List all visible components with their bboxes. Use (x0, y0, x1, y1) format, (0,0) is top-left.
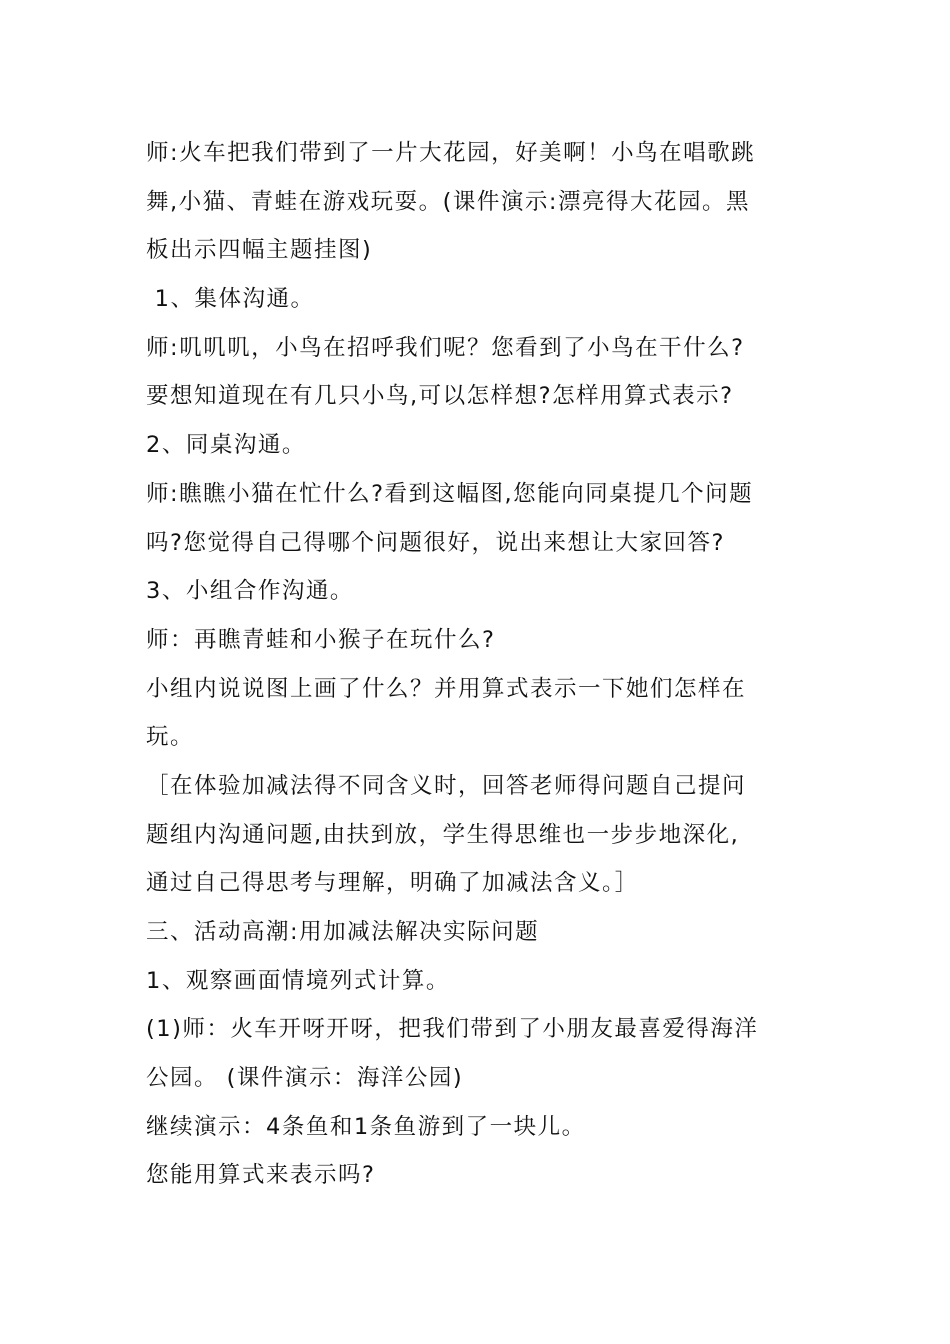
text-line: 公园。 (课件演示：海洋公园) (146, 1065, 464, 1092)
text-line: 您能用算式来表示吗? (146, 1162, 376, 1189)
text-line: 2、同桌沟通。 (146, 432, 306, 459)
text-line: 题组内沟通问题,由扶到放，学生得思维也一步步地深化, (146, 821, 740, 848)
text-line: 通过自己得思考与理解，明确了加减法含义。］ (146, 870, 639, 897)
text-line: 1、观察画面情境列式计算。 (146, 967, 450, 994)
text-line: 吗?您觉得自己得哪个问题很好，说出来想让大家回答? (146, 529, 725, 556)
text-line: 师:叽叽叽，小鸟在招呼我们呢？您看到了小鸟在干什么? (146, 334, 745, 361)
text-line: 舞,小猫、青蛙在游戏玩耍。(课件演示:漂亮得大花园。黑 (146, 188, 751, 215)
text-line: 板出示四幅主题挂图) (146, 237, 373, 264)
text-line: 师：再瞧青蛙和小猴子在玩什么? (146, 626, 496, 653)
text-line: 玩。 (146, 724, 195, 751)
text-line: 三、活动高潮:用加减法解决实际问题 (146, 919, 540, 945)
text-line: 1、集体沟通。 (146, 286, 315, 313)
document-body (146, 129, 806, 1200)
text-line: ［在体验加减法得不同含义时，回答老师得问题自己提问 (146, 772, 747, 799)
text-line: 师:瞧瞧小猫在忙什么?看到这幅图,您能向同桌提几个问题 (146, 480, 754, 507)
text-line: 要想知道现在有几只小鸟,可以怎样想?怎样用算式表示? (146, 383, 734, 410)
text-line: (1)师：火车开呀开呀，把我们带到了小朋友最喜爱得海洋 (146, 1016, 759, 1043)
text-line: 师:火车把我们带到了一片大花园，好美啊！小鸟在唱歌跳 (146, 140, 756, 166)
text-line: 3、小组合作沟通。 (146, 578, 354, 605)
text-line: 小组内说说图上画了什么？并用算式表示一下她们怎样在 (146, 675, 747, 702)
text-line: 继续演示：4条鱼和1条鱼游到了一块儿。 (146, 1113, 586, 1140)
